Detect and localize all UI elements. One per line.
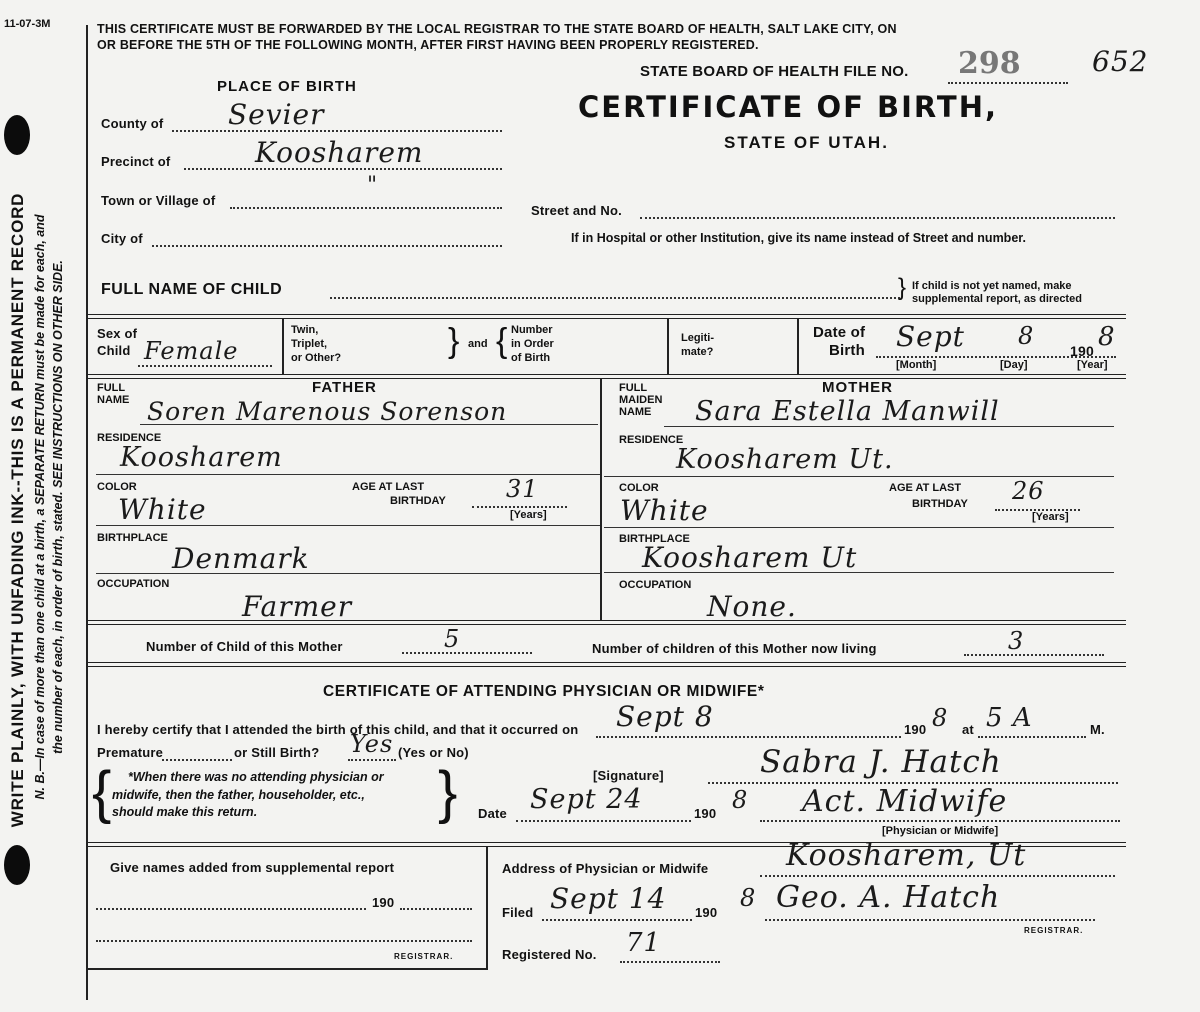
birth-time: 5 A [986, 703, 1033, 733]
twin-label-1: Twin, [291, 324, 319, 336]
supplemental-registrar-label: REGISTRAR. [394, 952, 454, 961]
mother-color: White [620, 494, 709, 527]
registrar-signature: Geo. A. Hatch [776, 880, 1001, 915]
father-birthplace-label: BIRTHPLACE [97, 532, 168, 544]
filed-label: Filed [502, 905, 534, 920]
at-label: at [962, 722, 974, 737]
and-label: and [468, 338, 488, 350]
dob-year-prefix: 190 [1070, 343, 1094, 359]
address-label: Address of Physician or Midwife [502, 861, 709, 876]
occurred-year-prefix: 190 [904, 722, 927, 737]
brace-icon: { [92, 760, 112, 825]
father-full-label-2: NAME [97, 394, 130, 406]
m-label: M. [1090, 722, 1105, 737]
father-years-caption: [Years] [510, 509, 547, 521]
physician-caption: [Physician or Midwife] [882, 825, 999, 837]
filed-year-suffix: 8 [740, 884, 757, 912]
mother-heading: MOTHER [822, 379, 893, 396]
physician-signature: Sabra J. Hatch [760, 744, 1002, 780]
filed-year-prefix: 190 [695, 905, 718, 920]
father-age: 31 [506, 475, 539, 503]
mother-occupation: None. [707, 590, 797, 623]
signed-date: Sept 24 [530, 784, 643, 815]
note-line1: *When there was no attending physician or [128, 770, 384, 784]
father-heading: FATHER [312, 379, 377, 396]
mother-occupation-label: OCCUPATION [619, 579, 692, 591]
yes-no-label: (Yes or No) [398, 745, 469, 760]
county-label: County of [101, 116, 164, 131]
day-caption: [Day] [1000, 359, 1028, 371]
town-value: " [367, 173, 379, 198]
registered-number: 71 [626, 928, 662, 958]
mother-years-caption: [Years] [1032, 511, 1069, 523]
mother-age-label-1: AGE AT LAST [889, 482, 962, 494]
form-code: 11-07-3M [4, 18, 51, 30]
date-label: Date [478, 806, 507, 821]
father-full-label-1: FULL [97, 382, 126, 394]
rule [86, 314, 1126, 319]
forwarding-notice-line1: THIS CERTIFICATE MUST BE FORWARDED BY THE LOCAL REGISTRAR TO THE STATE BOARD OF HEALTH, SALT LAKE CITY, ON [97, 22, 897, 36]
sex-label-2: Child [97, 343, 131, 358]
number-label-3: of Birth [511, 352, 551, 364]
still-birth-label: or Still Birth? [234, 745, 320, 760]
registrar-label: REGISTRAR. [1024, 926, 1084, 935]
father-color: White [118, 493, 207, 526]
month-caption: [Month] [896, 359, 937, 371]
number-of-child: 5 [444, 625, 461, 653]
dob-day: 8 [1018, 322, 1035, 350]
physician-address: Koosharem, Ut [786, 838, 1027, 873]
twin-label-2: Triplet, [291, 338, 328, 350]
certify-text: I hereby certify that I attended the birth of this child, and that it occurred on [97, 722, 579, 737]
father-color-label: COLOR [97, 481, 137, 493]
sex-label-1: Sex of [97, 326, 138, 341]
note-line3: should make this return. [112, 805, 258, 819]
mother-age: 26 [1012, 477, 1045, 505]
mother-full-label-2: MAIDEN [619, 394, 663, 406]
brace-icon: } [898, 274, 907, 301]
sex-value: Female [144, 337, 239, 365]
legitimate-label-1: Legiti- [681, 332, 714, 344]
rule [86, 662, 1126, 667]
living-children: 3 [1008, 627, 1025, 655]
name-note-line1: If child is not yet named, make [912, 280, 1072, 292]
rule [86, 374, 1126, 379]
year-caption: [Year] [1077, 359, 1108, 371]
corner-number: 652 [1092, 45, 1149, 78]
state-label: STATE OF UTAH. [724, 133, 889, 152]
still-birth-value: Yes [350, 730, 394, 758]
physician-title: Act. Midwife [802, 784, 1008, 819]
occurred-date: Sept 8 [616, 700, 714, 733]
city-label: City of [101, 231, 143, 246]
nb-note-line1: N. B.—In case of more than one child at a birth, a SEPARATE RETURN must be made for each, and [33, 214, 47, 800]
mother-birthplace-label: BIRTHPLACE [619, 533, 690, 545]
nb-note-line2: the number of each, in order of birth, stated. SEE INSTRUCTIONS ON OTHER SIDE. [51, 260, 65, 754]
father-age-label-2: BIRTHDAY [390, 495, 446, 507]
number-label-2: in Order [511, 338, 554, 350]
father-residence-label: RESIDENCE [97, 432, 162, 444]
mother-name: Sara Estella Manwill [695, 396, 1000, 427]
precinct-value: Koosharem [255, 136, 424, 169]
note-line2: midwife, then the father, householder, etc., [112, 788, 365, 802]
brace-icon: } [438, 760, 458, 825]
rule [86, 620, 1126, 625]
place-of-birth-heading: PLACE OF BIRTH [217, 78, 357, 95]
premature-label: Premature [97, 745, 164, 760]
column-divider [600, 378, 602, 620]
father-name: Soren Marenous Sorenson [147, 397, 508, 426]
brace-icon: } [448, 322, 460, 360]
mother-age-label-2: BIRTHDAY [912, 498, 968, 510]
twin-label-3: or Other? [291, 352, 342, 364]
physician-heading: CERTIFICATE OF ATTENDING PHYSICIAN OR MIDWIFE* [323, 683, 765, 700]
brace-icon: { [496, 322, 508, 360]
legitimate-label-2: mate? [681, 346, 714, 358]
dob-label-1: Date of [813, 324, 866, 341]
father-occupation-label: OCCUPATION [97, 578, 170, 590]
mother-residence: Koosharem Ut. [676, 444, 894, 475]
number-of-child-label: Number of Child of this Mother [146, 639, 343, 654]
dob-month: Sept [896, 320, 965, 353]
file-number: 298 [958, 46, 1021, 81]
number-label-1: Number [511, 324, 553, 336]
supplemental-year: 190 [372, 895, 395, 910]
precinct-label: Precinct of [101, 154, 171, 169]
living-children-label: Number of children of this Mother now living [592, 641, 877, 656]
father-residence: Koosharem [120, 442, 283, 473]
filed-date: Sept 14 [550, 882, 667, 915]
father-age-label-1: AGE AT LAST [352, 481, 425, 493]
signed-year-suffix: 8 [732, 786, 749, 814]
name-note-line2: supplemental report, as directed [912, 293, 1082, 305]
mother-residence-label: RESIDENCE [619, 434, 684, 446]
forwarding-notice-line2: OR BEFORE THE 5TH OF THE FOLLOWING MONTH, AFTER FIRST HAVING BEEN PROPERLY REGISTERED. [97, 38, 759, 52]
certificate-title: CERTIFICATE OF BIRTH, [578, 90, 999, 124]
mother-birthplace: Koosharem Ut [642, 541, 858, 574]
file-no-label: STATE BOARD OF HEALTH FILE NO. [640, 63, 909, 80]
full-name-label: FULL NAME OF CHILD [101, 281, 283, 298]
dob-label-2: Birth [829, 342, 865, 359]
county-value: Sevier [228, 98, 325, 131]
signed-year-prefix: 190 [694, 806, 717, 821]
occurred-year-suffix: 8 [932, 704, 949, 732]
hospital-note: If in Hospital or other Institution, give its name instead of Street and number. [571, 231, 1026, 245]
father-birthplace: Denmark [172, 542, 310, 575]
mother-color-label: COLOR [619, 482, 659, 494]
mother-full-label-1: FULL [619, 382, 648, 394]
street-label: Street and No. [531, 203, 622, 218]
signature-label: [Signature] [593, 768, 664, 783]
mother-full-label-3: NAME [619, 406, 652, 418]
town-label: Town or Village of [101, 193, 216, 208]
supplemental-heading: Give names added from supplemental report [110, 860, 395, 875]
write-plainly-notice: WRITE PLAINLY, WITH UNFADING INK--THIS IS A PERMANENT RECORD [8, 192, 27, 828]
registered-label: Registered No. [502, 947, 597, 962]
father-occupation: Farmer [242, 590, 353, 623]
dob-year-suffix: 8 [1098, 322, 1116, 352]
